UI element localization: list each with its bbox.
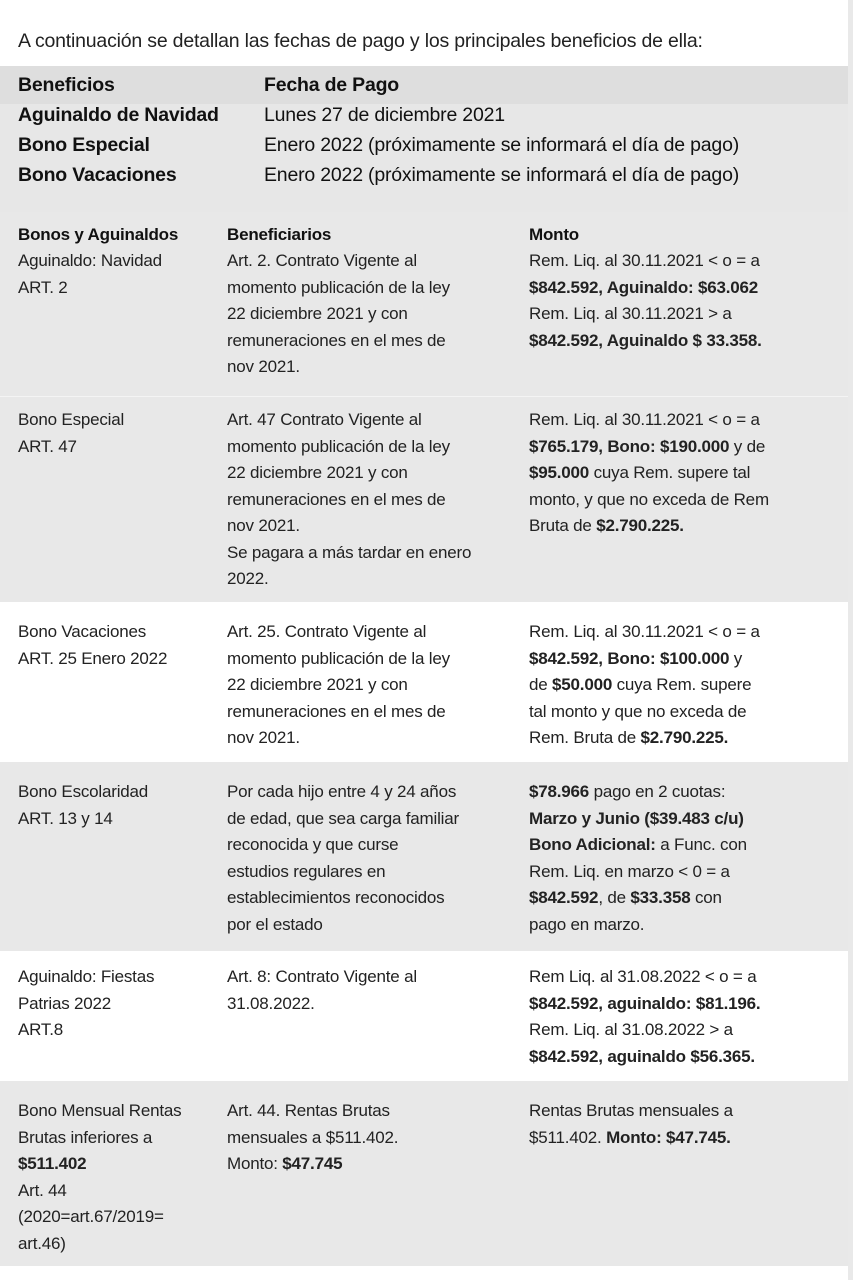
table-row-beneficiarios: Por cada hijo entre 4 y 24 años de edad, que sea carga familiar reconocida y que curse estudios regulares en establecimientos reconocidos por el estado: [227, 782, 459, 934]
bonos-table-section-1: [0, 212, 848, 396]
table-row-monto: Rem Liq. al 31.08.2022 < o = a $842.592, aguinaldo: $81.196. Rem. Liq. al 31.08.2022 > a $842.592, aguinaldo $56.365.: [529, 967, 761, 1066]
table-row-bono: Bono Vacaciones ART. 25 Enero 2022: [18, 622, 168, 668]
table-row-monto: Rem. Liq. al 30.11.2021 < o = a $842.592, Bono: $100.000 y de $50.000 cuya Rem. supere tal monto y que no exceda de Rem. Bruta de $2.790.225.: [529, 622, 760, 747]
intro-text: A continuación se detallan las fechas de pago y los principales beneficios de ella:: [18, 30, 703, 52]
table-row-beneficiarios: Art. 25. Contrato Vigente al momento publicación de la ley 22 diciembre 2021 y con remuneraciones en el mes de nov 2021.: [227, 622, 450, 747]
table-row-fecha: Enero 2022 (próximamente se informará el día de pago): [264, 164, 740, 186]
header-beneficiarios: Beneficiarios: [227, 225, 332, 244]
header-fecha-de-pago: Fecha de Pago: [264, 74, 400, 96]
header-monto: Monto: [529, 225, 579, 244]
header-bonos-y-aguinaldos: Bonos y Aguinaldos: [18, 225, 179, 244]
bonos-table-section-3: [0, 602, 848, 762]
bonos-table-section-2: [0, 396, 848, 603]
table-row-bono: Aguinaldo: Navidad ART. 2: [18, 251, 162, 297]
payment-dates-header-row: [0, 66, 848, 104]
table-row-monto: Rem. Liq. al 30.11.2021 < o = a $765.179, Bono: $190.000 y de $95.000 cuya Rem. supere tal monto, y que no exceda de Rem Bruta de $2.790.225.: [529, 410, 769, 535]
page-edge: [848, 0, 853, 1280]
table-row-beneficio: Aguinaldo de Navidad: [18, 104, 219, 126]
table-row-beneficiarios: Art. 8: Contrato Vigente al 31.08.2022.: [227, 967, 417, 1013]
bonos-table-section-5: [0, 951, 848, 1081]
table-row-bono: Bono Escolaridad ART. 13 y 14: [18, 782, 149, 828]
table-row-monto: Rentas Brutas mensuales a $511.402. Monto: $47.745.: [529, 1101, 733, 1147]
payment-dates-table: [0, 66, 848, 212]
table-row-monto: Rem. Liq. al 30.11.2021 < o = a $842.592, Aguinaldo: $63.062 Rem. Liq. al 30.11.2021 > a $842.592, Aguinaldo $ 33.358.: [529, 251, 762, 350]
table-row-beneficiarios: Art. 2. Contrato Vigente al momento publicación de la ley 22 diciembre 2021 y con remuneraciones en el mes de nov 2021.: [227, 251, 450, 376]
table-row-bono: Bono Mensual Rentas Brutas inferiores a $511.402 Art. 44 (2020=art.67/2019= art.46): [18, 1101, 182, 1253]
table-row-fecha: Lunes 27 de diciembre 2021: [264, 104, 505, 126]
table-row-bono: Bono Especial ART. 47: [18, 410, 125, 456]
table-row-beneficiarios: Art. 44. Rentas Brutas mensuales a $511.402. Monto: $47.745: [227, 1101, 399, 1173]
table-row-beneficiarios: Art. 47 Contrato Vigente al momento publicación de la ley 22 diciembre 2021 y con remuneraciones en el mes de nov 2021. Se pagara a más tardar en enero 2022.: [227, 410, 472, 588]
table-row-fecha: Enero 2022 (próximamente se informará el día de pago): [264, 134, 740, 156]
table-row-beneficio: Bono Especial: [18, 134, 150, 156]
table-row-monto: $78.966 pago en 2 cuotas: Marzo y Junio ($39.483 c/u) Bono Adicional: a Func. con Rem. Liq. en marzo < 0 = a $842.592, de $33.358 con pago en marzo.: [529, 782, 747, 934]
bonos-table-section-6: [0, 1081, 848, 1266]
bonos-table-section-4: [0, 762, 848, 951]
table-row-beneficio: Bono Vacaciones: [18, 164, 177, 186]
table-row-bono: Aguinaldo: Fiestas Patrias 2022 ART.8: [18, 967, 155, 1039]
header-beneficios: Beneficios: [18, 74, 115, 96]
